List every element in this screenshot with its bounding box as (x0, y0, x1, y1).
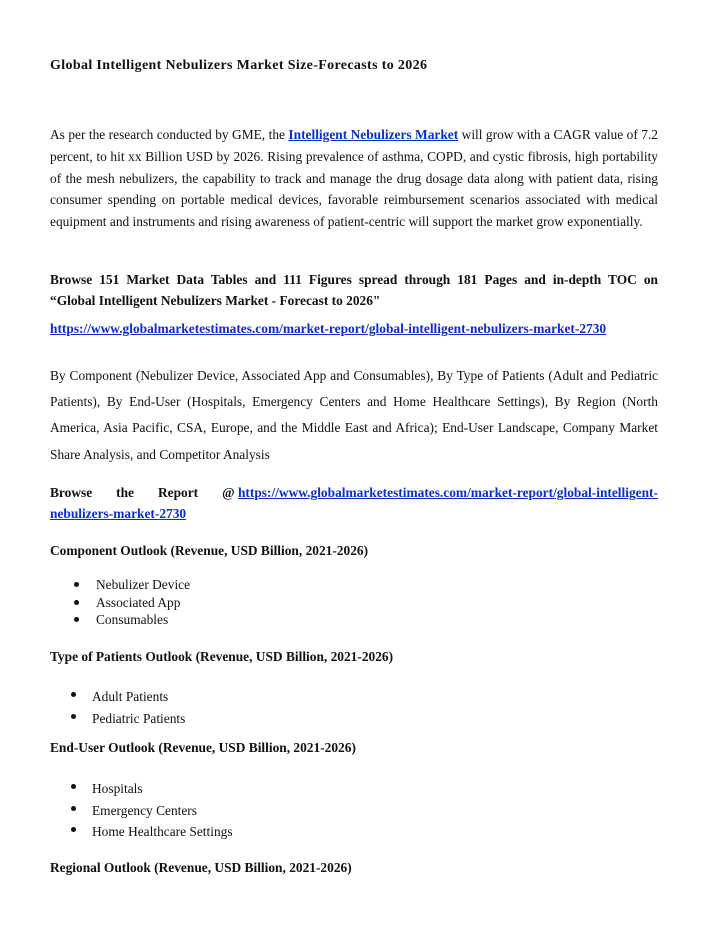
list-item (50, 576, 190, 594)
regional-outlook-heading: Regional Outlook (Revenue, USD Billion, 2021-2026) (50, 860, 352, 875)
browse-tables-line1: Browse 151 Market Data Tables and 111 Figures spread through 181 Pages and in-depth TOC on (50, 272, 658, 287)
browse-report-line2 (50, 503, 658, 524)
bullet-icon (74, 617, 79, 622)
list-item-label: Emergency Centers (92, 802, 197, 818)
browse-tables-paragraph (50, 269, 658, 311)
browse-report-paragraph (50, 482, 658, 524)
list-item (50, 594, 190, 612)
bullet-icon (74, 582, 79, 587)
report-word: Report (157, 485, 199, 500)
report-url-line (50, 321, 606, 337)
list-item-label: Nebulizer Device (96, 577, 191, 592)
bullet-icon (74, 600, 79, 605)
intro-text-start: As per the research conducted by GME, the (50, 127, 289, 142)
list-item-label: Adult Patients (92, 689, 169, 704)
intro-paragraph (50, 124, 658, 233)
list-item-label: Pediatric Patients (92, 710, 186, 726)
browse-report-link-part2[interactable]: nebulizers-market-2730 (50, 506, 187, 521)
bullet-icon (71, 784, 76, 789)
list-item (50, 708, 185, 730)
document-title: Global Intelligent Nebulizers Market Size-Forecasts to 2026 (50, 58, 428, 73)
intro-text-end: will grow with a CAGR value of 7.2 percent, to hit xx Billion USD by 2026. Rising prevalence of asthma, COPD, and cystic fibrosis, high portability of the mesh nebulizers, the capability to track and manage the drug dosage data along with patient data, rising consumer spending on portable medical devices, favorable reimbursement scenarios associated with medical equipment and instruments and rising awareness of patient-centric will support the market grow exponentially. (50, 127, 658, 230)
patients-outlook-list (50, 686, 185, 729)
list-item (50, 611, 190, 629)
list-item-label: Home Healthcare Settings (92, 824, 233, 839)
browse-report-url-start (222, 482, 658, 503)
list-item-label: Associated App (96, 594, 181, 610)
browse-report-line1 (50, 482, 658, 503)
segmentation-paragraph: By Component (Nebulizer Device, Associated App and Consumables), By Type of Patients (Adult and Pediatric Patients), By End-User (Hospitals, Emergency Centers and Home Healthcare Settings), By Region (North America, Asia Pacific, CSA, Europe, and the Middle East and Africa); End-User Landscape, Company Market Share Analysis, and Competitor Analysis (50, 368, 658, 462)
list-item (50, 686, 185, 708)
list-item-label: Hospitals (92, 781, 143, 796)
bullet-icon (71, 806, 76, 811)
browse-tables-line2: “Global Intelligent Nebulizers Market - Forecast to 2026" (50, 293, 381, 308)
bullet-icon (71, 692, 76, 697)
market-link[interactable]: Intelligent Nebulizers Market (288, 127, 459, 142)
bullet-icon (71, 827, 76, 832)
list-item (50, 800, 233, 822)
the-word: the (116, 485, 134, 500)
at-sign: @ (222, 485, 235, 500)
report-url-link[interactable]: https://www.globalmarketestimates.com/market-report/global-intelligent-nebulizers-market-2730 (50, 321, 607, 336)
list-item-label: Consumables (96, 612, 169, 627)
browse-word: Browse (50, 485, 93, 500)
patients-outlook-heading: Type of Patients Outlook (Revenue, USD Billion, 2021-2026) (50, 649, 394, 664)
enduser-outlook-heading: End-User Outlook (Revenue, USD Billion, 2021-2026) (50, 740, 356, 755)
component-outlook-list (50, 576, 190, 629)
list-item (50, 821, 233, 843)
bullet-icon (71, 714, 76, 719)
enduser-outlook-list (50, 778, 233, 843)
browse-report-link-part1[interactable]: https://www.globalmarketestimates.com/market-report/global-intelligent- (237, 485, 658, 500)
list-item (50, 778, 233, 800)
component-outlook-heading: Component Outlook (Revenue, USD Billion, 2021-2026) (50, 543, 369, 558)
